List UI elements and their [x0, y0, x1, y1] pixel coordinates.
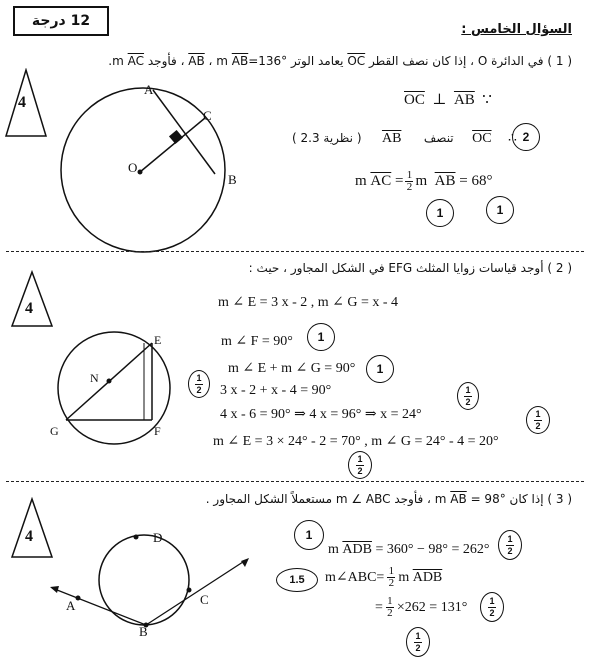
q1-circle-figure: [55, 82, 255, 262]
q3-line1: m $\overline{ADB} = 360^\circ - 98^\circ = 262^\circ$: [328, 542, 490, 557]
q3-mark-1-5: 1.5: [276, 568, 318, 592]
q2-label-g: G: [50, 424, 59, 438]
q2-label-f: F: [154, 424, 161, 438]
q2-step5: m ∠ E = 3 × 24° - 2 = 70° , m ∠ G = 24° - 4 = 20°: [213, 434, 499, 449]
q3-circle-figure: [46, 520, 256, 650]
q2-label-e: E: [154, 333, 162, 347]
q2-half-mark-bottom: 1 2: [348, 451, 372, 479]
q2-label-n: N: [90, 371, 99, 385]
q1-line3: m $\overline{AC}$ = 1 2 m $\overline{AB}$ = 68°: [355, 169, 493, 193]
q3-label-d: D: [153, 530, 163, 545]
q3-mark-1: 1: [294, 520, 324, 550]
q1-score-triangle: [4, 68, 48, 138]
q1-line1: $\overline{OC}$ ⊥ $\overline{AB}$ ∵: [404, 92, 492, 108]
q1-line2: ( نظرية 2.3 ) $\overline{AB}$ تنصف $\overline{OC}$ ∴: [292, 131, 517, 146]
q2-step1: m ∠ F = 90°: [221, 334, 293, 349]
q2-score: 4: [25, 300, 33, 317]
q1-label-o: O: [128, 160, 138, 175]
q2-step2-mark: 1: [366, 355, 394, 383]
q2-question: ( 2 ) أوجد قياسات زوايا المثلث EFG في الشكل المجاور ، حيث :: [248, 261, 572, 275]
q2-given: m ∠ E = 3 x - 2 , m ∠ G = x - 4: [218, 295, 399, 310]
divider-1: [6, 251, 584, 252]
q2-step3: 3 x - 2 + x - 4 = 90°: [220, 383, 332, 398]
q3-half-mark-1: 1 2: [498, 530, 522, 560]
q3-score: 4: [25, 528, 33, 545]
q1-score: 4: [18, 94, 26, 111]
q3-label-a: A: [66, 598, 76, 613]
q3-half-mark-3: 1 2: [406, 627, 430, 657]
q1-mark-b: 1: [486, 196, 514, 224]
section-title: السؤال الخامس :: [461, 22, 572, 37]
q2-half-mark-left: 1 2: [188, 370, 210, 398]
q3-line3: = 1 2 ×262 = 131°: [375, 595, 468, 619]
q1-label-c: C: [203, 108, 212, 123]
q1-label-b: B: [228, 172, 237, 187]
q3-half-mark-2: 1 2: [480, 592, 504, 622]
q3-label-c: C: [200, 592, 209, 607]
q3-question: ( 3 ) إذا كان m AB = 98° ، فأوجد m ∠ ABC مستعملاً الشكل المجاور .: [205, 492, 572, 506]
q2-half-mark-right1: 1 2: [457, 382, 479, 410]
q2-half-mark-right2: 1 2: [526, 406, 550, 434]
divider-2: [6, 481, 584, 482]
q1-mark-a: 1: [426, 199, 454, 227]
q2-step1-mark: 1: [307, 323, 335, 351]
q1-badge-2: 2: [512, 123, 540, 151]
grade-box: 12 درجة: [13, 6, 109, 36]
q2-circle-figure: [48, 320, 188, 450]
q3-label-b: B: [139, 624, 148, 639]
q2-step4: 4 x - 6 = 90° ⇒ 4 x = 96° ⇒ x = 24°: [220, 407, 422, 422]
q1-label-a: A: [144, 82, 154, 97]
q2-step2: m ∠ E + m ∠ G = 90°: [228, 361, 356, 376]
q1-question: ( 1 ) في الدائرة O ، إذا كان نصف القطر OC يعامد الوتر AB ، m AB=136° ، فأوجد m AC.: [108, 54, 572, 68]
q3-line2: m∠ABC= 1 2 m $\overline{ADB}$: [325, 565, 443, 589]
